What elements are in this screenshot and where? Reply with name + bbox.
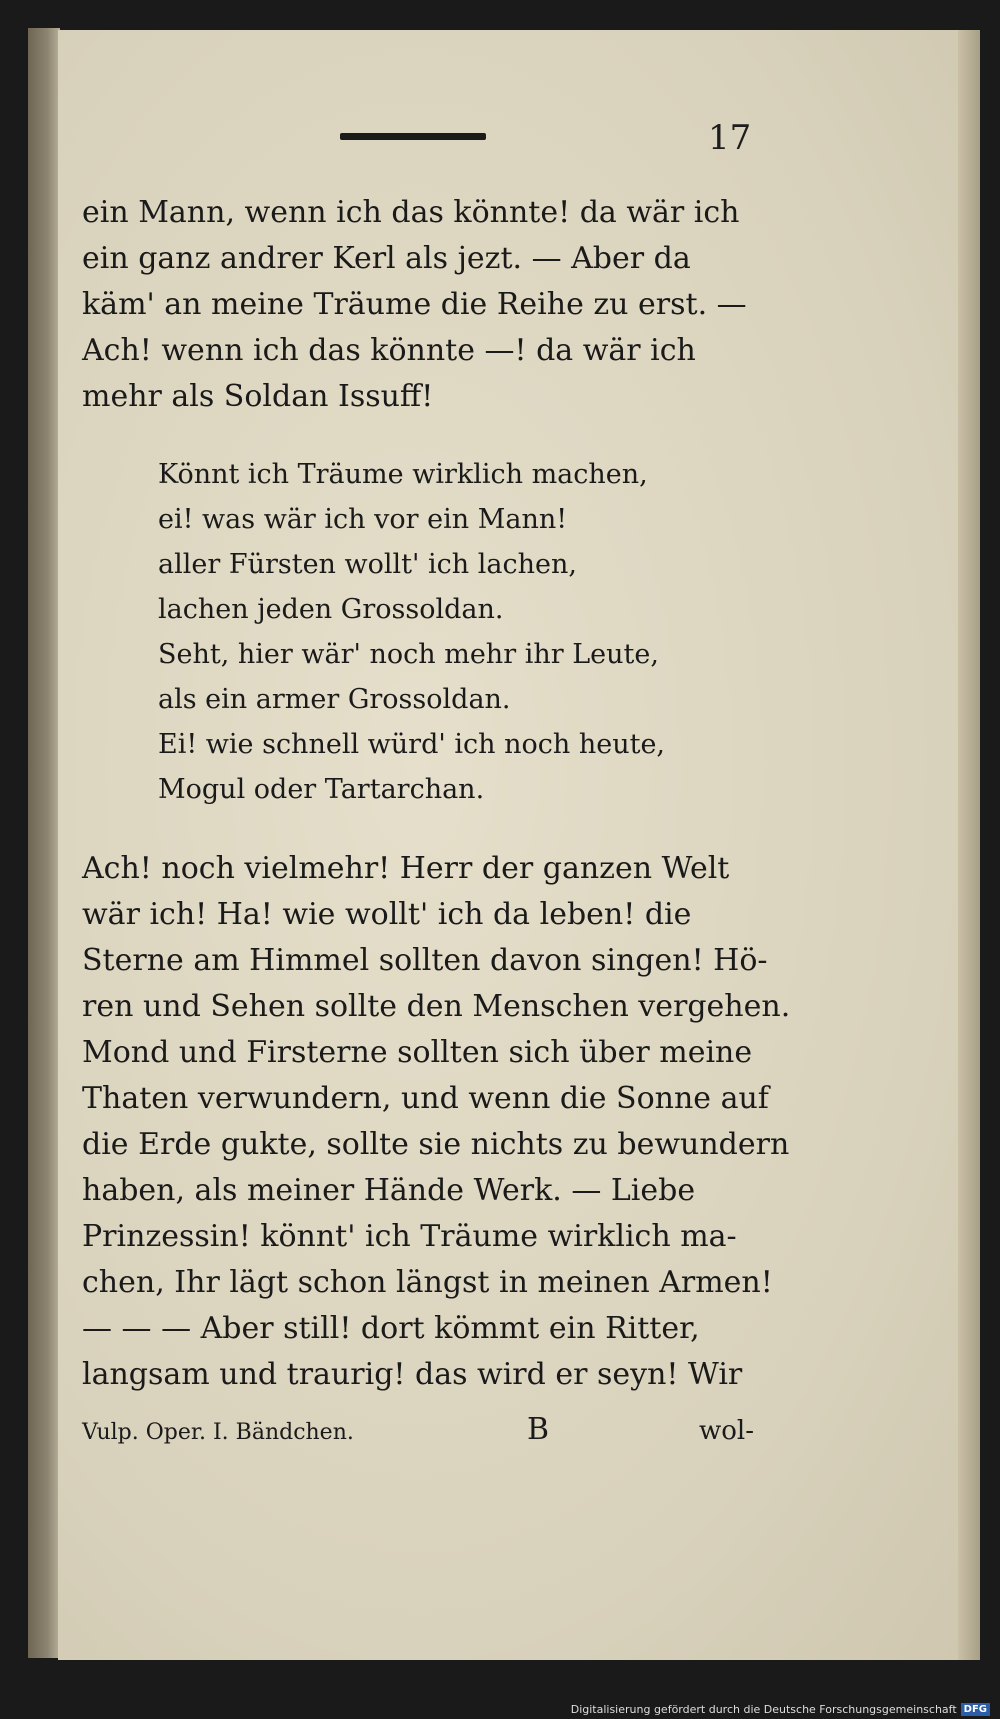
catchword: wol- [698,1416,754,1446]
dfg-logo: DFG [961,1703,990,1716]
page-footer [82,1412,754,1447]
verse-line: Mogul oder Tartarchan. [158,774,485,805]
prose2-line: Sterne am Himmel sollten davon singen! Hö- [82,943,768,978]
prose-block-1 [82,190,754,420]
prose1-line: käm' an meine Träume die Reihe zu erst. — [82,287,747,322]
page-edge [958,30,980,1660]
prose1-line: ein Mann, wenn ich das könnte! da wär ich [82,195,740,230]
prose1-line: mehr als Soldan Issuff! [82,379,434,414]
prose2-line: — — — Aber still! dort kömmt ein Ritter, [82,1311,700,1346]
header-rule [340,133,486,140]
verse-line: Ei! wie schnell würd' ich noch heute, [158,729,666,760]
prose2-line: Ach! noch vielmehr! Herr der ganzen Welt [82,851,730,886]
prose2-line: haben, als meiner Hände Werk. — Liebe [82,1173,696,1208]
digitization-credit [571,1703,990,1716]
sheet-mark: B [526,1412,549,1447]
prose1-line: ein ganz andrer Kerl als jezt. — Aber da [82,241,691,276]
prose2-line: Thaten verwundern, und wenn die Sonne auf [82,1081,769,1116]
verse-line: aller Fürsten wollt' ich lachen, [158,549,577,580]
verse-line: Könnt ich Träume wirklich machen, [158,459,648,490]
book-spine [28,28,60,1658]
prose2-line: Mond und Firsterne sollten sich über meine [82,1035,753,1070]
prose-block-2 [82,846,791,1398]
verse-line: lachen jeden Grossoldan. [158,594,504,625]
verse-line: Seht, hier wär' noch mehr ihr Leute, [158,639,659,670]
prose2-line: die Erde gukte, sollte sie nichts zu bewundern [82,1127,790,1162]
signature-line: Vulp. Oper. I. Bändchen. [82,1420,354,1445]
verse-line: ei! was wär ich vor ein Mann! [158,504,568,535]
prose2-line: langsam und traurig! das wird er seyn! Wir [82,1357,743,1392]
prose1-line: Ach! wenn ich das könnte —! da wär ich [82,333,696,368]
prose2-line: Prinzessin! könnt' ich Träume wirklich ma- [82,1219,737,1254]
page-number: 17 [708,118,752,158]
verse-line: als ein armer Grossoldan. [158,684,511,715]
prose2-line: chen, Ihr lägt schon längst in meinen Armen! [82,1265,773,1300]
prose2-line: ren und Sehen sollte den Menschen vergehen. [82,989,791,1024]
prose2-line: wär ich! Ha! wie wollt' ich da leben! die [82,897,692,932]
credit-text: Digitalisierung gefördert durch die Deutsche Forschungsgemeinschaft [570,1703,957,1716]
verse-block [158,452,718,812]
